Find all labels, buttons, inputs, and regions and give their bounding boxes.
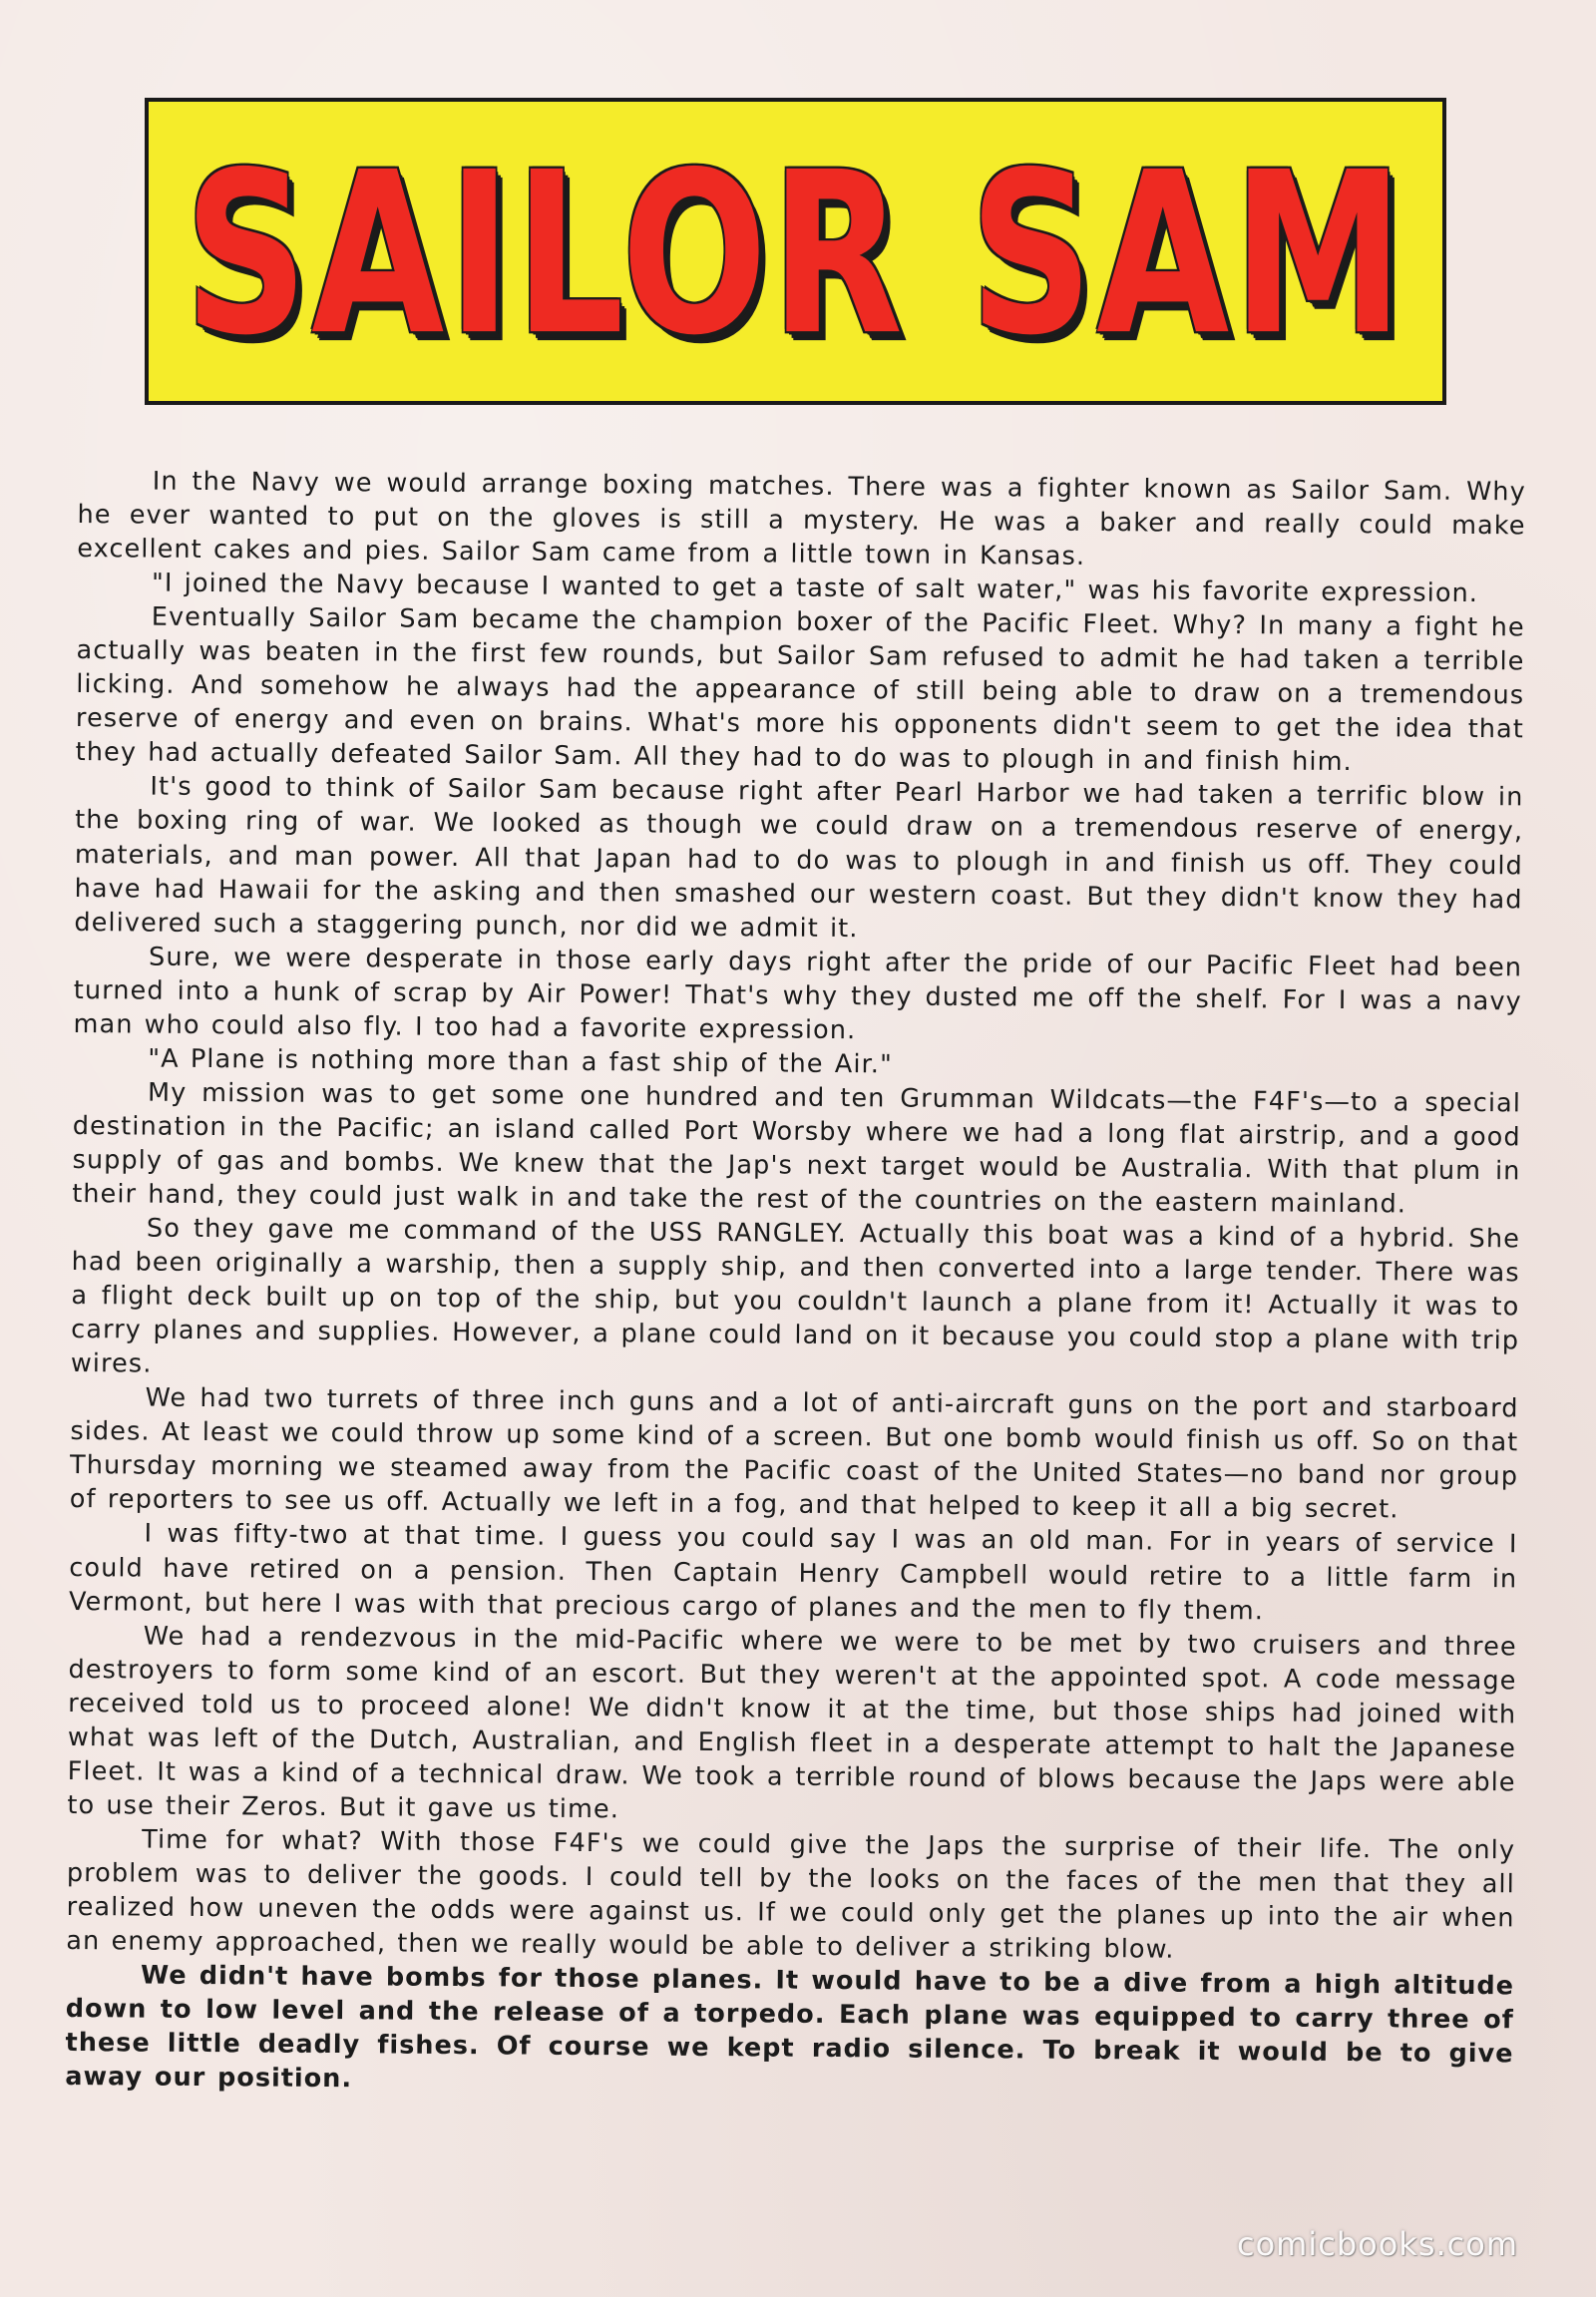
paragraph: So they gave me command of the USS RANGLEY. Actually this boat was a kind of a hybrid. She had been originally a warship, then a supply ship, and then converted into a large tender. There was a flight deck built up on top of the ship, but you couldn't launch a plane from it! Actually it was to carry planes and supplies. However, a plane could land on it because you could stop a plane with trip wires. xyxy=(70,1213,1521,1379)
paragraph: Eventually Sailor Sam became the champion boxer of the Pacific Fleet. Why? In many a fight he actually was beaten in the first few rounds, but Sailor Sam refused to admit he had taken a terrible licking. And somehow he always had the appearance of still being able to draw on a tremendous reserve of energy and even on brains. What's more his opponents didn't seem to get the idea that they had actually defeated Sailor Sam. All they had to do was to plough in and finish him. xyxy=(75,601,1525,778)
paragraph: My mission was to get some one hundred and ten Grumman Wildcats—the F4F's—to a special destination in the Pacific; an island called Port Worsby where we had a long flat airstrip, and a good supply of gas and bombs. We knew that the Jap's next target would be Australia. With that plum in their hand, they could just walk in and take the rest of the countries on the eastern mainland. xyxy=(72,1077,1522,1220)
paragraph: I was fifty-two at that time. I guess you could say I was an old man. For in years of service I could have retired on a pension. Then Captain Henry Campbell would retire to a little farm in Vermont, but here I was with that precious cargo of planes and the men to fly them. xyxy=(68,1519,1518,1626)
paragraph: We didn't have bombs for those planes. It would have to be a dive from a high altitude down to low level and the release of a torpedo. Each plane was equipped to carry three of these little deadly fishes. Of course we kept radio silence. To break it would be to give away our position. xyxy=(65,1960,1515,2095)
watermark: comicbooks.com xyxy=(1236,2225,1518,2263)
title-panel xyxy=(145,98,1446,405)
paragraph: It's good to think of Sailor Sam because right after Pearl Harbor we had taken a terrific blow in the boxing ring of war. We looked as though we could draw on a tremendous reserve of energy, materials, and man power. All that Japan had to do was to plough in and finish us off. They could have had Hawaii for the asking and then smashed our western coast. But they didn't know they had delivered such a staggering punch, nor did we admit it. xyxy=(74,772,1524,944)
paragraph: "I joined the Navy because I wanted to get a taste of salt water," was his favorite expression. xyxy=(151,568,1479,609)
paragraph: Time for what? With those F4F's we could give the Japs the surprise of their life. The only problem was to deliver the goods. I could tell by the looks on the faces of the men that they all realized how uneven the odds were against us. If we could only get the planes up into the air when an enemy approached, then we really would be able to deliver a striking blow. xyxy=(66,1824,1516,1965)
paragraph: We had a rendezvous in the mid-Pacific where we were to be met by two cruisers and three destroyers to form some kind of an escort. But they weren't at the appointed spot. A code message received told us to proceed alone! We didn't know it at the time, but those ships had joined with what was left of the Dutch, Australian, and English fleet in a desperate attempt to halt the Japanese Fleet. It was a kind of a technical draw. We took a terrible round of blows because the Japs were able to use their Zeros. But it gave us time. xyxy=(67,1621,1517,1825)
paragraph: We had two turrets of three inch guns and a lot of anti-aircraft guns on the port and starboard sides. At least we could throw up some kind of a screen. But one bomb would finish us off. So on that Thursday morning we steamed away from the Pacific coast of the United States—no band nor group of reporters to see us off. Actually we left in a fog, and that helped to keep it all a big secret. xyxy=(69,1382,1519,1525)
story-title: SAILOR SAM xyxy=(184,124,1407,385)
story-text xyxy=(65,464,1526,2106)
paragraph: Sure, we were desperate in those early days right after the pride of our Pacific Fleet had been turned into a hunk of scrap by Air Power! That's why they dusted me off the shelf. For I was a navy man who could also fly. I too had a favorite expression. xyxy=(73,942,1523,1045)
paragraph: In the Navy we would arrange boxing matches. There was a fighter known as Sailor Sam. Why he ever wanted to put on the gloves is still a mystery. He was a baker and really could make excellent cakes and pies. Sailor Sam came from a little town in Kansas. xyxy=(77,466,1526,573)
paragraph: "A Plane is nothing more than a fast ship of the Air." xyxy=(148,1043,893,1080)
